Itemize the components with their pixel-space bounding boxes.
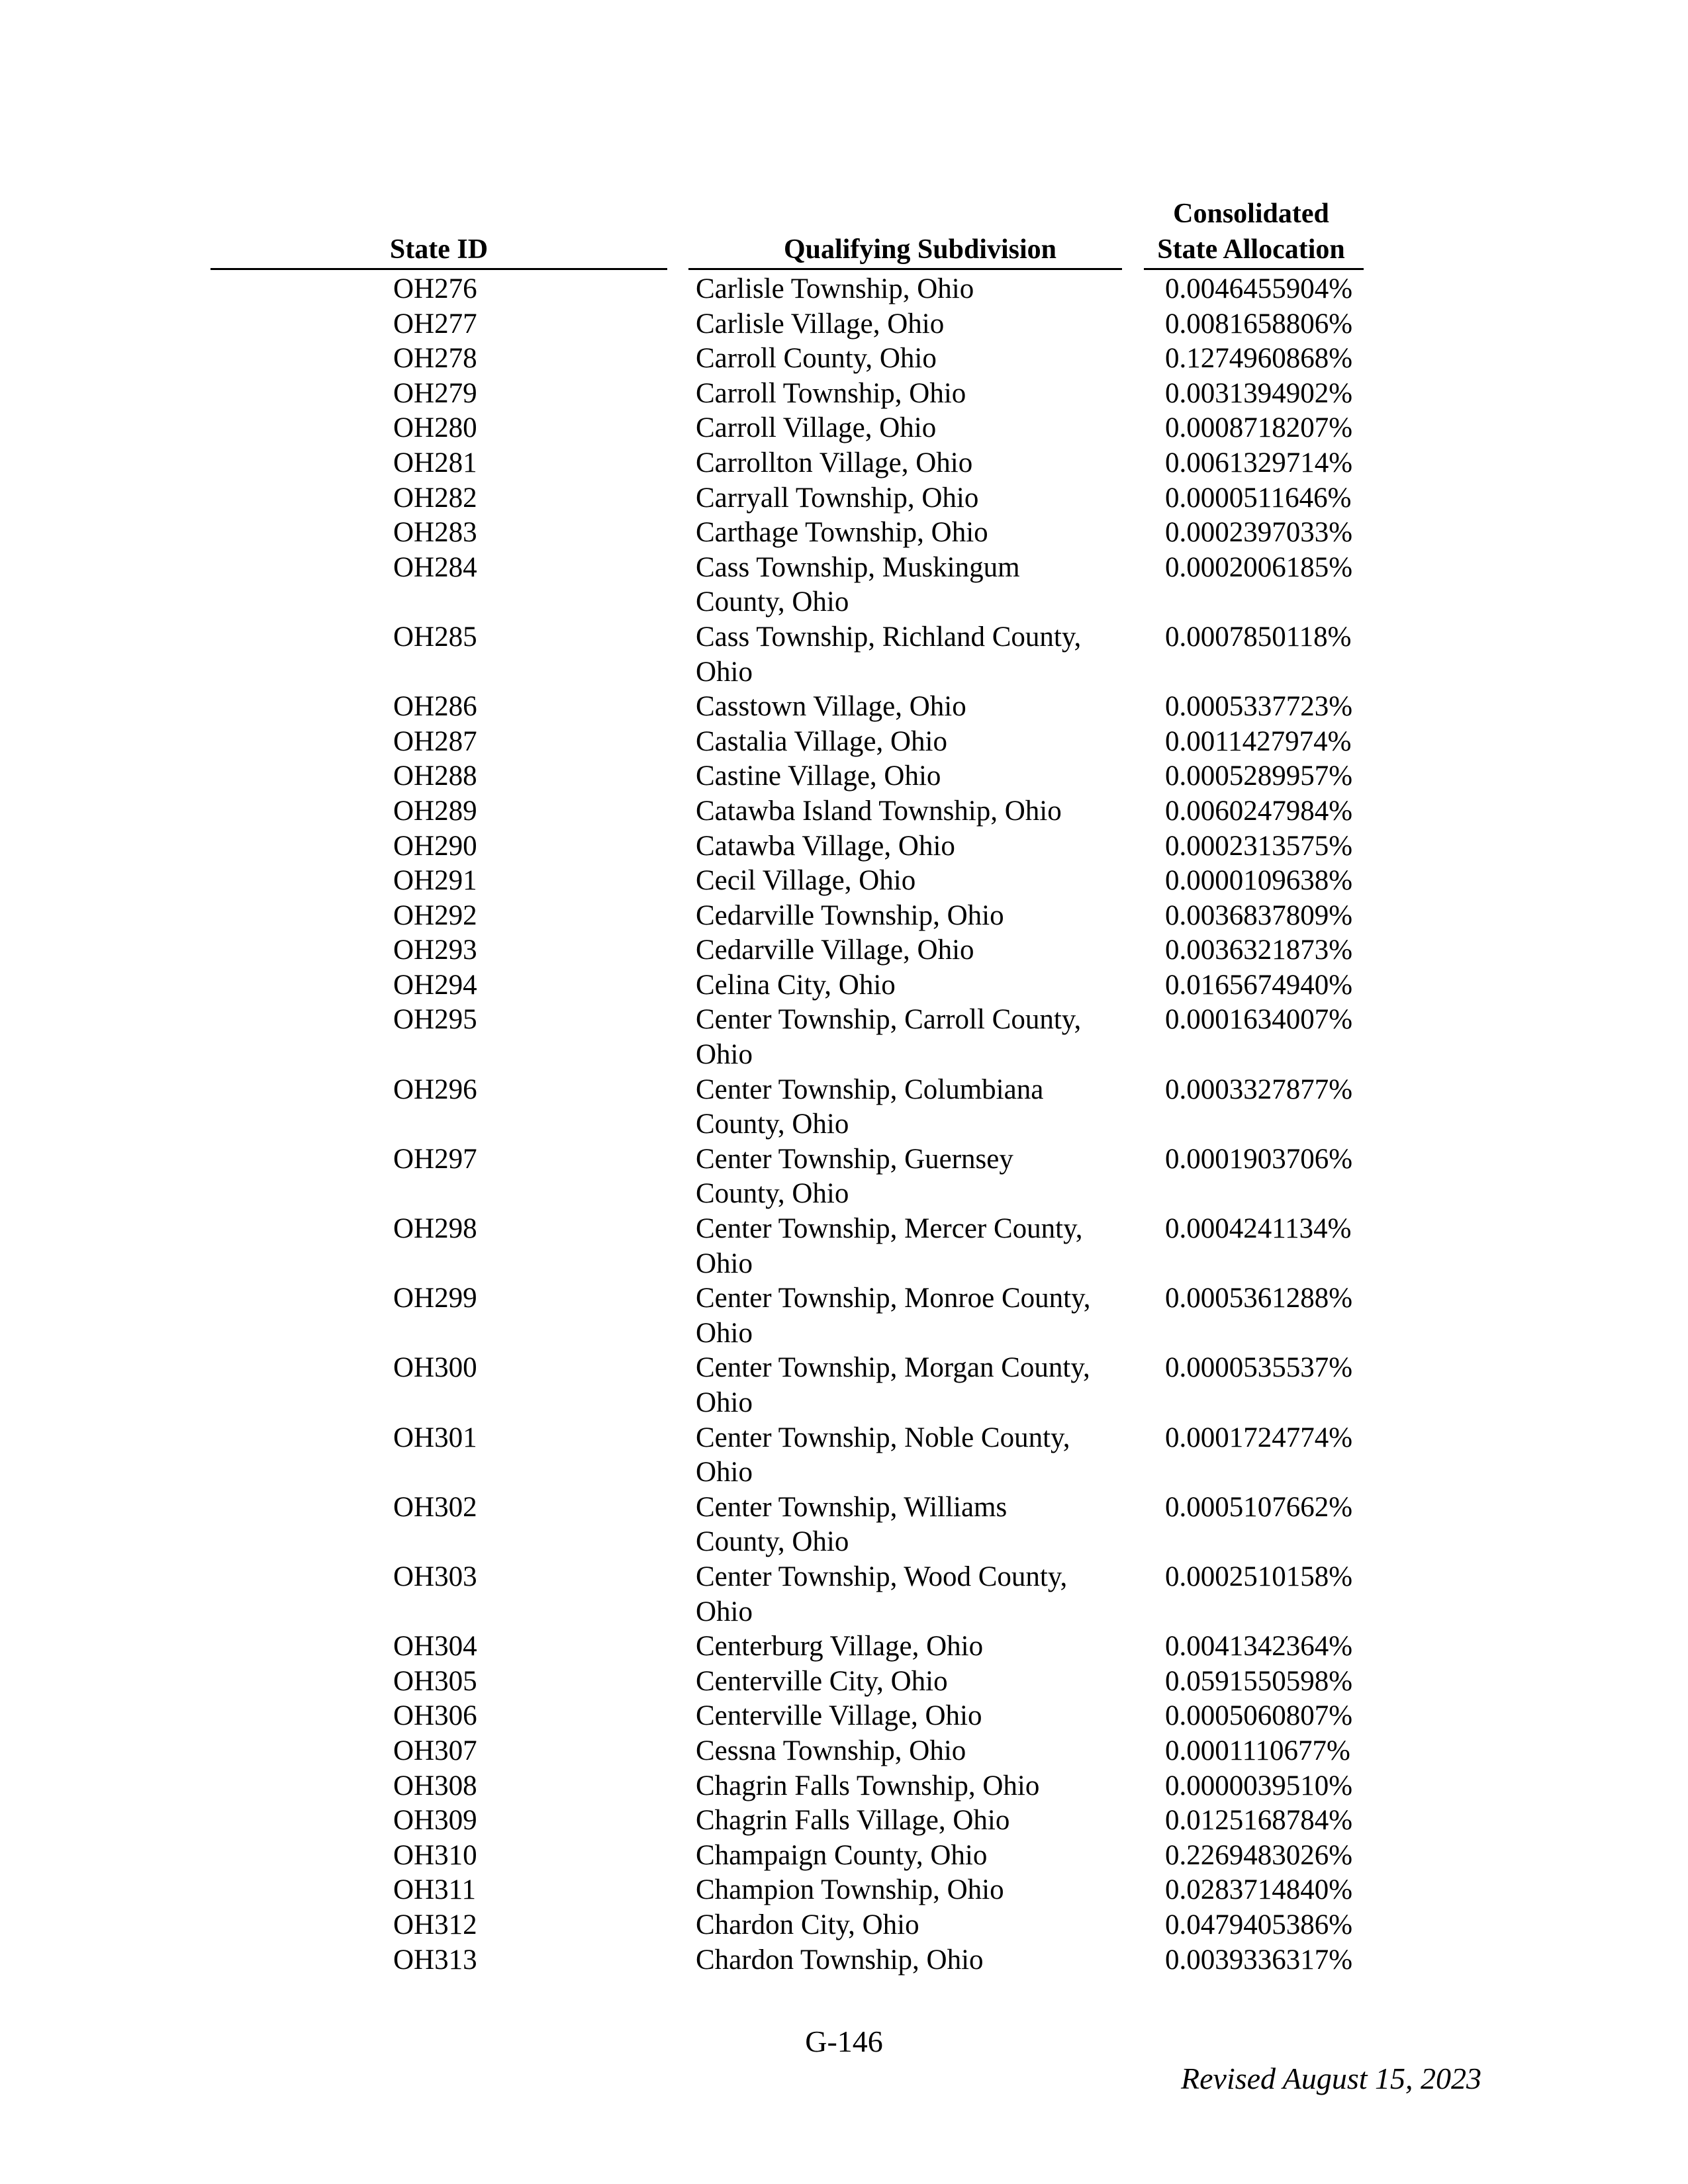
table-row xyxy=(0,446,1688,481)
allocation-cell: 0.0283714840% xyxy=(1165,1874,1353,1906)
subdivision-line: Cass Township, Muskingum xyxy=(696,551,1020,583)
table-row xyxy=(0,1873,1688,1908)
state-id-cell: OH284 xyxy=(393,551,477,583)
table-row xyxy=(0,899,1688,934)
subdivision-line: Castalia Village, Ohio xyxy=(696,725,947,757)
table-row xyxy=(0,377,1688,412)
subdivision-line: Chagrin Falls Township, Ohio xyxy=(696,1770,1040,1801)
subdivision-line: Celina City, Ohio xyxy=(696,969,896,1001)
state-id-cell: OH313 xyxy=(393,1944,477,1976)
subdivision-cell xyxy=(696,620,1133,690)
subdivision-cell xyxy=(696,1803,1133,1839)
subdivision-cell xyxy=(696,1490,1133,1560)
allocation-cell: 0.0002510158% xyxy=(1165,1561,1353,1592)
state-id-cell: OH303 xyxy=(393,1561,477,1592)
table-row xyxy=(0,1560,1688,1629)
table-row xyxy=(0,725,1688,760)
subdivision-cell xyxy=(696,690,1133,725)
subdivision-cell xyxy=(696,1421,1133,1490)
allocation-cell: 0.1274960868% xyxy=(1165,343,1353,375)
subdivision-cell xyxy=(696,1839,1133,1874)
state-id-cell: OH278 xyxy=(393,343,477,375)
state-id-cell: OH307 xyxy=(393,1735,477,1766)
subdivision-line: Carrollton Village, Ohio xyxy=(696,447,973,478)
table-row xyxy=(0,1629,1688,1664)
subdivision-cell xyxy=(696,307,1133,342)
subdivision-cell xyxy=(696,933,1133,968)
subdivision-cell xyxy=(696,481,1133,516)
state-id-cell: OH290 xyxy=(393,830,477,862)
header-allocation-line2: State Allocation xyxy=(1157,234,1345,265)
subdivision-cell xyxy=(696,1769,1133,1804)
subdivision-cell xyxy=(696,1073,1133,1142)
allocation-cell: 0.0005361288% xyxy=(1165,1283,1353,1314)
allocation-cell: 0.0001724774% xyxy=(1165,1422,1353,1453)
state-id-cell: OH310 xyxy=(393,1839,477,1871)
state-id-cell: OH293 xyxy=(393,934,477,966)
subdivision-cell xyxy=(696,1003,1133,1072)
header-consolidated-state-allocation xyxy=(1139,196,1364,267)
table-row xyxy=(0,1212,1688,1281)
subdivision-line: Chardon Township, Ohio xyxy=(696,1944,984,1976)
allocation-cell: 0.0003327877% xyxy=(1165,1073,1353,1105)
state-id-cell: OH277 xyxy=(393,308,477,340)
subdivision-line: Cedarville Township, Ohio xyxy=(696,899,1004,931)
subdivision-line: Carroll Township, Ohio xyxy=(696,377,966,409)
allocation-cell: 0.0041342364% xyxy=(1165,1631,1353,1662)
state-id-cell: OH291 xyxy=(393,865,477,897)
subdivision-cell xyxy=(696,551,1133,620)
state-id-cell: OH302 xyxy=(393,1491,477,1523)
subdivision-line: Centerburg Village, Ohio xyxy=(696,1631,984,1662)
subdivision-line: Center Township, Mercer County, xyxy=(696,1213,1083,1245)
table-row xyxy=(0,933,1688,968)
table-row xyxy=(0,620,1688,690)
allocation-cell: 0.0008718207% xyxy=(1165,412,1353,444)
subdivision-line: Carroll Village, Ohio xyxy=(696,412,937,444)
state-id-cell: OH308 xyxy=(393,1770,477,1801)
allocation-cell: 0.0039336317% xyxy=(1165,1944,1353,1976)
allocation-cell: 0.0001634007% xyxy=(1165,1004,1353,1036)
allocation-cell: 0.0001110677% xyxy=(1165,1735,1350,1766)
state-id-cell: OH276 xyxy=(393,273,477,304)
header-state-id: State ID xyxy=(389,234,489,265)
table-row xyxy=(0,272,1688,307)
subdivision-cell xyxy=(696,1351,1133,1420)
subdivision-line: Ohio xyxy=(696,656,753,688)
subdivision-line: Ohio xyxy=(696,1317,753,1349)
allocation-cell: 0.0081658806% xyxy=(1165,308,1353,340)
table-row xyxy=(0,1803,1688,1839)
subdivision-cell xyxy=(696,1142,1133,1212)
subdivision-cell xyxy=(696,794,1133,829)
allocation-cell: 0.0002006185% xyxy=(1165,551,1353,583)
allocation-cell: 0.0036321873% xyxy=(1165,934,1353,966)
subdivision-line: Carroll County, Ohio xyxy=(696,343,937,375)
allocation-cell: 0.0005337723% xyxy=(1165,691,1353,723)
table-row xyxy=(0,1769,1688,1804)
subdivision-line: Catawba Village, Ohio xyxy=(696,830,955,862)
allocation-cell: 0.0036837809% xyxy=(1165,899,1353,931)
subdivision-line: Catawba Island Township, Ohio xyxy=(696,795,1062,827)
allocation-cell: 0.0591550598% xyxy=(1165,1665,1353,1697)
subdivision-cell xyxy=(696,1873,1133,1908)
subdivision-line: Chardon City, Ohio xyxy=(696,1909,919,1940)
allocation-cell: 0.2269483026% xyxy=(1165,1839,1353,1871)
subdivision-cell xyxy=(696,1281,1133,1351)
state-id-cell: OH299 xyxy=(393,1283,477,1314)
revision-date: Revised August 15, 2023 xyxy=(1181,2062,1481,2095)
allocation-cell: 0.0060247984% xyxy=(1165,795,1353,827)
table-row xyxy=(0,1734,1688,1769)
subdivision-cell xyxy=(696,1212,1133,1281)
state-id-cell: OH282 xyxy=(393,482,477,514)
state-id-cell: OH288 xyxy=(393,760,477,792)
subdivision-line: Center Township, Williams xyxy=(696,1491,1008,1523)
allocation-cell: 0.0061329714% xyxy=(1165,447,1353,478)
allocation-cell: 0.0011427974% xyxy=(1165,725,1352,757)
subdivision-cell xyxy=(696,1560,1133,1629)
table-row xyxy=(0,1142,1688,1212)
subdivision-line: Carthage Township, Ohio xyxy=(696,517,988,549)
table-row xyxy=(0,690,1688,725)
subdivision-line: Ohio xyxy=(696,1387,753,1418)
table-row xyxy=(0,551,1688,620)
subdivision-line: Champion Township, Ohio xyxy=(696,1874,1004,1906)
state-id-cell: OH281 xyxy=(393,447,477,478)
subdivision-line: Cass Township, Richland County, xyxy=(696,621,1082,653)
subdivision-cell xyxy=(696,725,1133,760)
subdivision-cell xyxy=(696,1664,1133,1700)
subdivision-line: Center Township, Morgan County, xyxy=(696,1352,1090,1384)
page-number: G-146 xyxy=(805,2025,883,2058)
table-row xyxy=(0,1490,1688,1560)
table-row xyxy=(0,307,1688,342)
subdivision-line: Cedarville Village, Ohio xyxy=(696,934,974,966)
subdivision-line: Center Township, Columbiana xyxy=(696,1073,1044,1105)
table-row xyxy=(0,1073,1688,1142)
table-row xyxy=(0,1943,1688,1978)
subdivision-cell xyxy=(696,1943,1133,1978)
state-id-cell: OH283 xyxy=(393,517,477,549)
state-id-cell: OH311 xyxy=(393,1874,477,1906)
allocation-cell: 0.0046455904% xyxy=(1165,273,1353,304)
state-id-cell: OH306 xyxy=(393,1700,477,1732)
table-row xyxy=(0,411,1688,446)
table-row xyxy=(0,1351,1688,1420)
table-row xyxy=(0,516,1688,551)
subdivision-cell xyxy=(696,759,1133,794)
state-id-cell: OH296 xyxy=(393,1073,477,1105)
state-id-cell: OH292 xyxy=(393,899,477,931)
subdivision-cell xyxy=(696,377,1133,412)
table-row xyxy=(0,1281,1688,1351)
subdivision-line: County, Ohio xyxy=(696,1109,849,1140)
subdivision-cell xyxy=(696,446,1133,481)
table-row xyxy=(0,759,1688,794)
subdivision-line: County, Ohio xyxy=(696,586,849,618)
table-row xyxy=(0,1664,1688,1700)
state-id-cell: OH295 xyxy=(393,1004,477,1036)
header-rule-allocation xyxy=(1144,268,1364,270)
table-row xyxy=(0,1699,1688,1734)
subdivision-line: Centerville Village, Ohio xyxy=(696,1700,982,1732)
allocation-cell: 0.0479405386% xyxy=(1165,1909,1353,1940)
subdivision-line: Center Township, Carroll County, xyxy=(696,1004,1082,1036)
state-id-cell: OH289 xyxy=(393,795,477,827)
state-id-cell: OH279 xyxy=(393,377,477,409)
subdivision-line: Carlisle Township, Ohio xyxy=(696,273,974,304)
subdivision-line: Carlisle Village, Ohio xyxy=(696,308,945,340)
state-id-cell: OH287 xyxy=(393,725,477,757)
subdivision-cell xyxy=(696,341,1133,377)
subdivision-line: Ohio xyxy=(696,1596,753,1627)
allocation-cell: 0.0001903706% xyxy=(1165,1143,1353,1175)
subdivision-line: County, Ohio xyxy=(696,1526,849,1558)
subdivision-line: County, Ohio xyxy=(696,1178,849,1210)
subdivision-line: Ohio xyxy=(696,1457,753,1488)
table-row xyxy=(0,794,1688,829)
header-rule-subdivision xyxy=(688,268,1122,270)
subdivision-line: Centerville City, Ohio xyxy=(696,1665,948,1697)
allocation-cell: 0.0000511646% xyxy=(1165,482,1352,514)
subdivision-line: Ohio xyxy=(696,1248,753,1279)
subdivision-line: Carryall Township, Ohio xyxy=(696,482,979,514)
subdivision-cell xyxy=(696,968,1133,1003)
allocation-cell: 0.0005060807% xyxy=(1165,1700,1353,1732)
state-id-cell: OH298 xyxy=(393,1213,477,1245)
subdivision-line: Casstown Village, Ohio xyxy=(696,691,966,723)
state-id-cell: OH304 xyxy=(393,1631,477,1662)
subdivision-cell xyxy=(696,829,1133,864)
table-row xyxy=(0,829,1688,864)
state-id-cell: OH286 xyxy=(393,691,477,723)
subdivision-cell xyxy=(696,899,1133,934)
allocation-cell: 0.0002397033% xyxy=(1165,517,1353,549)
state-id-cell: OH309 xyxy=(393,1805,477,1837)
table-row xyxy=(0,341,1688,377)
subdivision-line: Castine Village, Ohio xyxy=(696,760,941,792)
state-id-cell: OH300 xyxy=(393,1352,477,1384)
subdivision-line: Champaign County, Ohio xyxy=(696,1839,988,1871)
allocation-cell: 0.0125168784% xyxy=(1165,1805,1353,1837)
subdivision-cell xyxy=(696,1908,1133,1943)
header-qualifying-subdivision: Qualifying Subdivision xyxy=(783,234,1057,265)
subdivision-cell xyxy=(696,411,1133,446)
state-id-cell: OH297 xyxy=(393,1143,477,1175)
allocation-cell: 0.0000039510% xyxy=(1165,1770,1353,1801)
subdivision-line: Chagrin Falls Village, Ohio xyxy=(696,1805,1010,1837)
subdivision-line: Center Township, Noble County, xyxy=(696,1422,1070,1453)
subdivision-line: Center Township, Guernsey xyxy=(696,1143,1013,1175)
allocation-cell: 0.0002313575% xyxy=(1165,830,1353,862)
allocation-cell: 0.0005289957% xyxy=(1165,760,1353,792)
state-id-cell: OH294 xyxy=(393,969,477,1001)
allocation-cell: 0.0004241134% xyxy=(1165,1213,1352,1245)
allocation-cell: 0.0000109638% xyxy=(1165,865,1353,897)
subdivision-cell xyxy=(696,1734,1133,1769)
subdivision-line: Center Township, Monroe County, xyxy=(696,1283,1091,1314)
allocation-cell: 0.0007850118% xyxy=(1165,621,1352,653)
allocation-cell: 0.0005107662% xyxy=(1165,1491,1353,1523)
header-rule-state-id xyxy=(211,268,667,270)
table-row xyxy=(0,481,1688,516)
state-id-cell: OH301 xyxy=(393,1422,477,1453)
subdivision-cell xyxy=(696,864,1133,899)
subdivision-line: Center Township, Wood County, xyxy=(696,1561,1068,1592)
table-row xyxy=(0,1908,1688,1943)
allocation-cell: 0.0165674940% xyxy=(1165,969,1353,1001)
state-id-cell: OH280 xyxy=(393,412,477,444)
header-allocation-line1: Consolidated xyxy=(1173,199,1329,229)
subdivision-cell xyxy=(696,516,1133,551)
subdivision-cell xyxy=(696,1629,1133,1664)
subdivision-cell xyxy=(696,1699,1133,1734)
subdivision-line: Cecil Village, Ohio xyxy=(696,865,916,897)
allocation-cell: 0.0031394902% xyxy=(1165,377,1353,409)
subdivision-line: Cessna Township, Ohio xyxy=(696,1735,966,1766)
subdivision-line: Ohio xyxy=(696,1039,753,1071)
state-id-cell: OH305 xyxy=(393,1665,477,1697)
table-row xyxy=(0,968,1688,1003)
table-row xyxy=(0,1839,1688,1874)
table-row xyxy=(0,1003,1688,1072)
table-row xyxy=(0,864,1688,899)
allocation-table xyxy=(0,272,1688,1978)
allocation-cell: 0.0000535537% xyxy=(1165,1352,1353,1384)
state-id-cell: OH285 xyxy=(393,621,477,653)
state-id-cell: OH312 xyxy=(393,1909,477,1940)
subdivision-cell xyxy=(696,272,1133,307)
table-row xyxy=(0,1421,1688,1490)
